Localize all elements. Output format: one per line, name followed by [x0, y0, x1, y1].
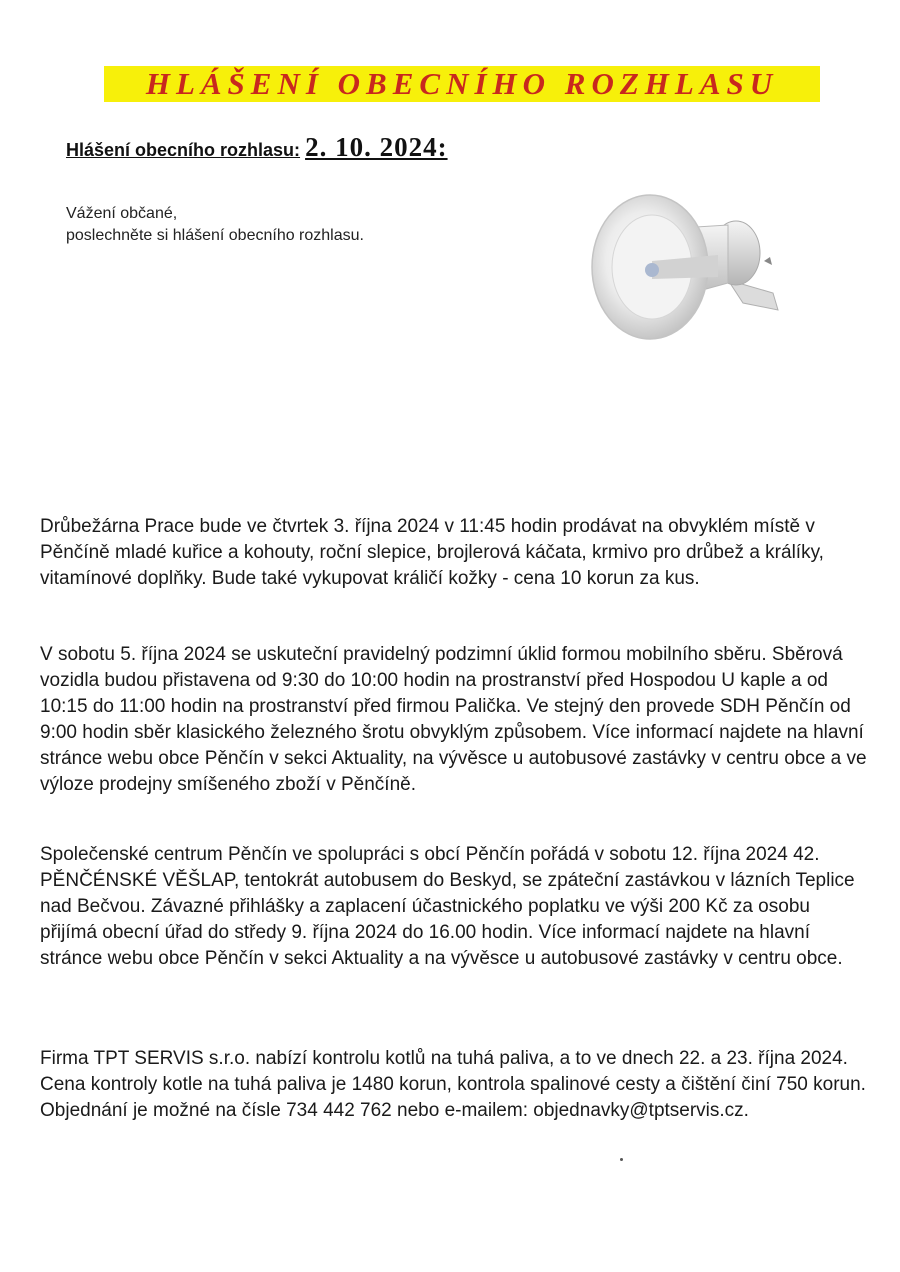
greeting-line-2: poslechněte si hlášení obecního rozhlasu.: [66, 227, 364, 244]
loudspeaker-icon: [578, 185, 788, 360]
paragraph-poultry-sale: Drůbežárna Prace bude ve čtvrtek 3. října 2024 v 11:45 hodin prodávat na obvyklém místě v Pěnčíně mladé kuřice a kohouty, roční slepice, brojlerová káčata, krmivo pro drůbež a králíky, vitamínové doplňky. Bude také vykupovat králičí kožky - cena 10 korun za kus.: [40, 516, 824, 589]
page-title: HLÁŠENÍ OBECNÍHO ROZHLASU: [104, 66, 820, 102]
scan-speck: [620, 1158, 623, 1161]
greeting-line-1: Vážení občané,: [66, 205, 178, 222]
announcement-date: 2. 10. 2024:: [305, 132, 448, 162]
paragraph-waste-collection: V sobotu 5. října 2024 se uskuteční pravidelný podzimní úklid formou mobilního sběru. Sběrová vozidla budou přistavena od 9:30 do 10:00 hodin na prostranství před Hospodou U kaple a od 10:15 do 11:00 hodin na prostranství před firmou Palička. Ve stejný den provede SDH Pěnčín od 9:00 hodin sběr klasického železného šrotu obvyklým způsobem. Více informací najdete na hlavní stránce webu obce Pěnčín v sekci Aktuality, na vývěsce u autobusové zastávky v centru obce a ve výloze prodejny smíšeného zboží v Pěnčíně.: [40, 644, 867, 795]
announcement-heading: [66, 132, 448, 163]
greeting: [66, 203, 364, 247]
paragraph-trip: Společenské centrum Pěnčín ve spolupráci s obcí Pěnčín pořádá v sobotu 12. října 2024 42. PĚNČÉNSKÉ VĚŠLAP, tentokrát autobusem do Beskyd, se zpáteční zastávkou v lázních Teplice nad Bečvou. Závazné přihlášky a zaplacení účastnického poplatku ve výši 200 Kč za osobu přijímá obecní úřad do středy 9. října 2024 do 16.00 hodin. Více informací najdete na hlavní stránce webu obce Pěnčín v sekci Aktuality a na vývěsce u autobusové zastávky v centru obce.: [40, 844, 855, 969]
announcement-label: Hlášení obecního rozhlasu:: [66, 140, 301, 160]
paragraph-boiler-inspection: Firma TPT SERVIS s.r.o. nabízí kontrolu kotlů na tuhá paliva, a to ve dnech 22. a 23. října 2024. Cena kontroly kotle na tuhá paliva je 1480 korun, kontrola spalinové cesty a čištění činí 750 korun. Objednání je možné na čísle 734 442 762 nebo e-mailem: objednavky@tptservis.cz.: [40, 1048, 866, 1121]
